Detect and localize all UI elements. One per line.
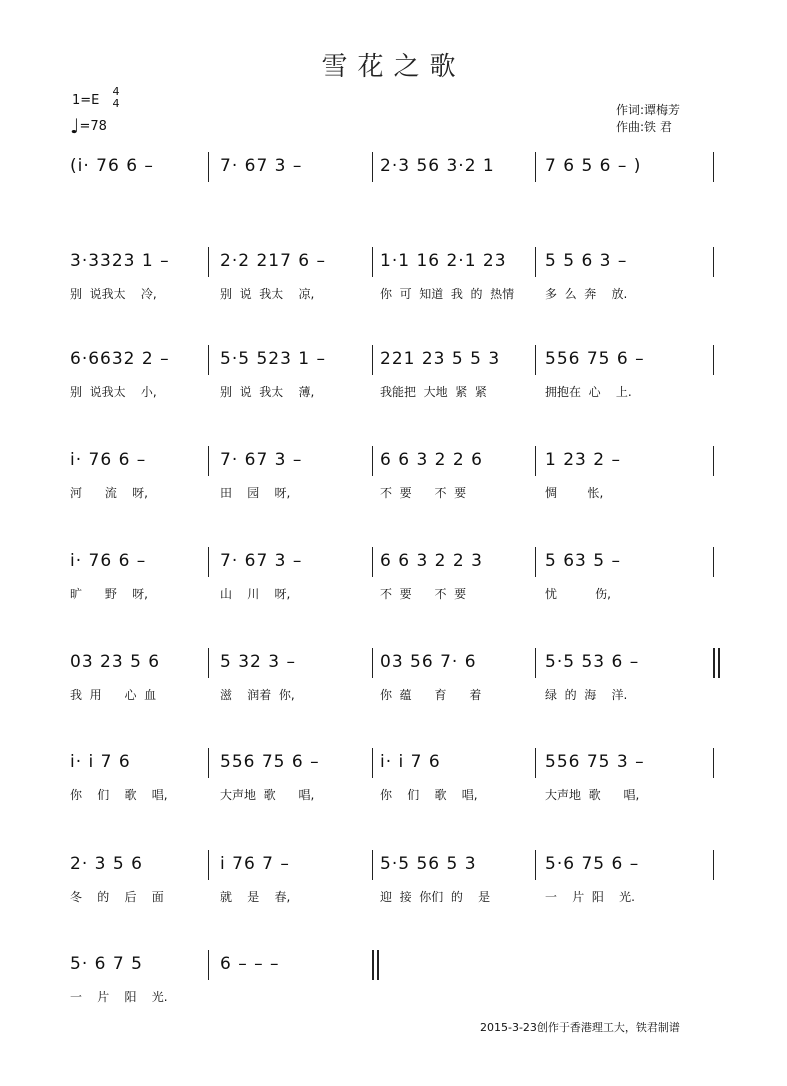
measure: 556 75 3 – xyxy=(545,752,645,772)
measure: i· 76 6 – xyxy=(70,551,147,571)
score-row xyxy=(70,646,730,676)
barline xyxy=(535,446,536,476)
score-row xyxy=(70,746,730,776)
measure: 5·5 53 6 – xyxy=(545,652,640,672)
barline xyxy=(208,648,209,678)
measure: 6·6632 2 – xyxy=(70,349,170,369)
score-row xyxy=(70,848,730,878)
measure: 2· 3 5 6 xyxy=(70,854,143,874)
measure: 556 75 6 – xyxy=(220,752,320,772)
measure: 03 56 7· 6 xyxy=(380,652,477,672)
lyric-line: 我能把 大地 紧 紧 xyxy=(380,385,487,399)
barline xyxy=(208,950,209,980)
lyric-line: 别 说我太 小, xyxy=(70,385,157,399)
barline xyxy=(713,547,714,577)
measure: 6 6 3 2 2 3 xyxy=(380,551,483,571)
barline xyxy=(535,648,536,678)
measure: 2·2 217 6 – xyxy=(220,251,327,271)
key-signature: 1=E xyxy=(72,93,100,108)
barline xyxy=(372,345,373,375)
lyric-line: 你 们 歌 唱, xyxy=(70,788,168,802)
time-signature-top: 4 xyxy=(112,85,120,98)
barline xyxy=(372,547,373,577)
barline xyxy=(208,850,209,880)
barline xyxy=(208,446,209,476)
lyric-line: 不 要 不 要 xyxy=(380,486,467,500)
lyric-line: 就 是 春, xyxy=(220,890,291,904)
score-row xyxy=(70,545,730,575)
barline xyxy=(208,247,209,277)
measure: 5·5 56 5 3 xyxy=(380,854,477,874)
measure: 5 63 5 – xyxy=(545,551,621,571)
song-title: 雪花之歌 xyxy=(321,52,466,82)
barline xyxy=(208,748,209,778)
barline xyxy=(208,547,209,577)
score-row xyxy=(70,150,730,180)
lyric-line: 别 说 我太 凉, xyxy=(220,287,315,301)
barline xyxy=(372,648,373,678)
barline xyxy=(713,345,714,375)
time-signature-bottom: 4 xyxy=(112,97,120,110)
measure: 5 5 6 3 – xyxy=(545,251,628,271)
measure: 7· 67 3 – xyxy=(220,156,303,176)
lyric-line: 拥抱在 心 上. xyxy=(545,385,632,399)
measure: 2·3 56 3·2 1 xyxy=(380,156,495,176)
measure: i· 76 6 – xyxy=(70,450,147,470)
lyric-line: 河 流 呀, xyxy=(70,486,148,500)
lyric-line: 一 片 阳 光. xyxy=(545,890,635,904)
lyric-line: 绿 的 海 洋. xyxy=(545,688,628,702)
lyric-line: 我 用 心 血 xyxy=(70,688,157,702)
barline xyxy=(372,748,373,778)
barline xyxy=(535,547,536,577)
tempo-value: =78 xyxy=(79,119,107,134)
lyricist-credit: 作词:谭梅芳 xyxy=(616,103,681,117)
measure: 5 32 3 – xyxy=(220,652,296,672)
lyric-line: 山 川 呀, xyxy=(220,587,291,601)
barline xyxy=(535,748,536,778)
score-row xyxy=(70,343,730,373)
lyric-line: 你 蕴 育 着 xyxy=(380,688,482,702)
barline xyxy=(535,152,536,182)
barline xyxy=(713,748,714,778)
barline xyxy=(208,345,209,375)
measure: 6 6 3 2 2 6 xyxy=(380,450,483,470)
barline xyxy=(713,247,714,277)
lyric-line: 你 们 歌 唱, xyxy=(380,788,478,802)
measure: 5· 6 7 5 xyxy=(70,954,143,974)
measure: 556 75 6 – xyxy=(545,349,645,369)
lyric-line: 不 要 不 要 xyxy=(380,587,467,601)
measure: 3·3323 1 – xyxy=(70,251,170,271)
lyric-line: 迎 接 你们 的 是 xyxy=(380,890,491,904)
score-row xyxy=(70,948,730,978)
measure: 03 23 5 6 xyxy=(70,652,161,672)
measure: 7· 67 3 – xyxy=(220,450,303,470)
lyric-line: 你 可 知道 我 的 热情 xyxy=(380,287,515,301)
measure: 221 23 5 5 3 xyxy=(380,349,501,369)
lyric-line: 一 片 阳 光. xyxy=(70,990,168,1004)
measure: 5·5 523 1 – xyxy=(220,349,327,369)
barline xyxy=(208,152,209,182)
barline xyxy=(372,850,373,880)
tempo-marking xyxy=(70,114,107,138)
lyric-line: 田 园 呀, xyxy=(220,486,291,500)
barline xyxy=(713,648,715,678)
lyric-line: 旷 野 呀, xyxy=(70,587,148,601)
lyric-line: 忧 伤, xyxy=(545,587,611,601)
measure: 7 6 5 6 – ) xyxy=(545,156,642,176)
lyric-line: 大声地 歌 唱, xyxy=(220,788,315,802)
quarter-note-icon: ♩ xyxy=(70,114,80,138)
measure: 7· 67 3 – xyxy=(220,551,303,571)
barline xyxy=(713,152,714,182)
time-signature xyxy=(110,86,122,110)
lyric-line: 惆 怅, xyxy=(545,486,604,500)
measure: (i· 76 6 – xyxy=(70,156,154,176)
lyric-line: 滋 润着 你, xyxy=(220,688,295,702)
composer-credit: 作曲:铁 君 xyxy=(616,120,672,134)
barline xyxy=(372,152,373,182)
lyric-line: 冬 的 后 面 xyxy=(70,890,164,904)
measure: 6 – – – xyxy=(220,954,280,974)
barline xyxy=(713,850,714,880)
barline xyxy=(372,446,373,476)
lyric-line: 别 说我太 冷, xyxy=(70,287,157,301)
footer-note: 2015-3-23创作于香港理工大，铁君制谱 xyxy=(480,1021,680,1034)
barline xyxy=(535,850,536,880)
measure: i 76 7 – xyxy=(220,854,290,874)
measure: 1 23 2 – xyxy=(545,450,621,470)
barline xyxy=(713,446,714,476)
lyric-line: 多 么 奔 放. xyxy=(545,287,628,301)
measure: 1·1 16 2·1 23 xyxy=(380,251,507,271)
measure: 5·6 75 6 – xyxy=(545,854,640,874)
score-row xyxy=(70,245,730,275)
barline xyxy=(372,247,373,277)
measure: i· i 7 6 xyxy=(70,752,131,772)
barline xyxy=(535,247,536,277)
score-row xyxy=(70,444,730,474)
barline xyxy=(535,345,536,375)
barline xyxy=(372,950,374,980)
measure: i· i 7 6 xyxy=(380,752,441,772)
lyric-line: 大声地 歌 唱, xyxy=(545,788,640,802)
lyric-line: 别 说 我太 薄, xyxy=(220,385,315,399)
